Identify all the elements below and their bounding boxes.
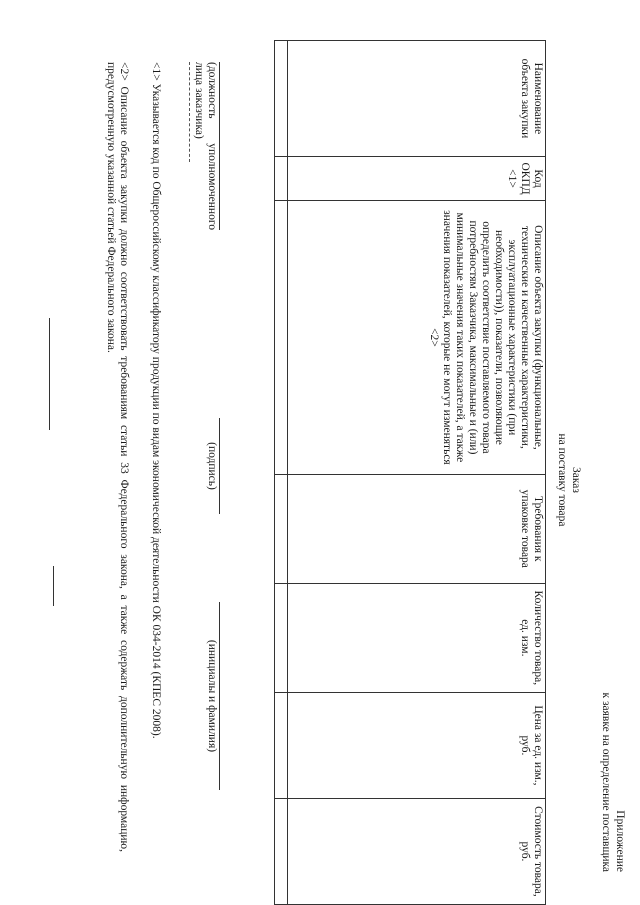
table-header-row [288,41,546,905]
footer-rule [49,318,50,430]
table-cell [275,692,288,798]
header-cell-name: Наименование объекта закупки [288,41,546,157]
table-row [275,41,288,905]
signature-label: (подпись) [205,418,220,514]
table-cell [275,41,288,157]
order-title: Заказ [570,467,582,493]
order-table [274,40,546,905]
appendix-title: Приложение [614,810,626,872]
header-cell-description: Описание объекта закупки (функциональные, технические и качественные характеристики, эксплуатационные характеристики (при необходимости)), показатели, позволяющие определить соответствие поставляемого товара потребностям Заказчика, максимальные и (или) минимальные значения таких показателей, а также значения показателей, которые не могут изменяться <2> [288,201,546,475]
footer-rule-short [53,566,54,606]
header-cell-price: Цена за ед. изм., руб. [288,692,546,798]
footnote-1: <1> Указывается код по Общероссийскому классификатору продукции по видам экономической деятельности ОК 034-2014 (КПЕС 2008). [150,62,162,739]
table-cell [275,201,288,475]
position-label: (должность уполномоченного лица заказчика) [193,62,218,230]
name-label: (инициалы и фамилия) [205,602,220,790]
table-cell [275,474,288,583]
footnote-2: <2> Описание объекта закупки должно соответствовать требованиям статьи 33 Федерального закона, а также содержать дополнительную информацию, предусмотренную указанной статьей Федерального закона. [105,62,130,852]
header-cell-quantity: Количество товара, ед. изм. [288,583,546,692]
order-subtitle: на поставку товара [556,433,568,527]
separator-dash [189,62,190,162]
header-cell-okpd: Код ОКПД <1> [288,156,546,200]
header-cell-packaging: Требования к упаковке товара [288,474,546,583]
table-cell [275,156,288,200]
table-cell [275,798,288,904]
appendix-subtitle: к заявке на определение поставщика [600,692,612,872]
header-cell-cost: Стоимость товара, руб. [288,798,546,904]
table-cell [275,583,288,692]
